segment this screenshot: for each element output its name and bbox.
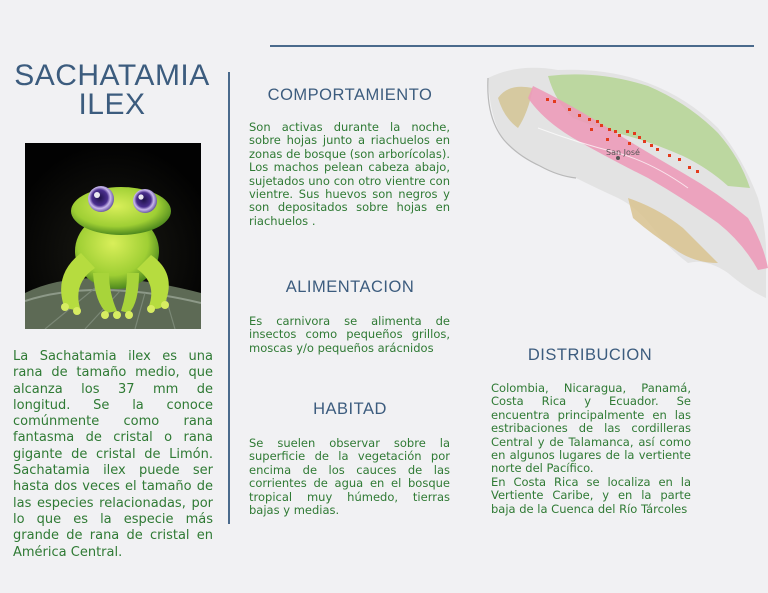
vertical-divider <box>228 72 230 524</box>
frog-photo <box>25 143 201 329</box>
comportamiento-text: Son activas durante la noche, sobre hojas junto a riachuelos en zonas de bosque (son arborícolas). Los machos pelean cabeza abajo, sujetados uno con otro vientre con vientre. Sus huevos son negros y son depositados sobre hojas en riachuelos . <box>249 120 450 228</box>
habitad-text: Se suelen observar sobre la superficie de la vegetación por encima de los cauces de las corrientes de agua en el bosque tropical muy húmedo, tierras bajas y medias. <box>249 436 450 518</box>
comportamiento-heading: COMPORTAMIENTO <box>267 86 433 104</box>
frog-illustration <box>25 143 201 329</box>
distribucion-paragraph-1: Colombia, Nicaragua, Panamá, Costa Rica y Ecuador. Se encuentra principalmente en las estribaciones de las cordilleras Central y de Talamanca, así como en algunos lugares de la vertiente norte del Pacífico. <box>491 381 691 476</box>
top-divider <box>270 45 754 47</box>
distribucion-paragraph-2: En Costa Rica se localiza en la Vertiente Caribe, y en la parte baja de la Cuenca del Río Tárcoles <box>491 474 691 516</box>
intro-paragraph: La Sachatamia ilex es una rana de tamaño medio, que alcanza los 37 mm de longitud. Se la conoce comúnmente como rana fantasma de cristal o rana gigante de cristal de Limón. Sachatamia ilex puede ser hasta dos veces el tamaño de las especies relacionadas, por lo que es la especie más grande de rana de cristal en América Central. <box>13 349 213 560</box>
distribucion-text <box>491 382 691 516</box>
costa-rica-map <box>478 58 768 318</box>
distribucion-heading: DISTRIBUCION <box>527 346 653 364</box>
title-line-2: ILEX <box>78 88 146 121</box>
habitad-heading: HABITAD <box>313 400 387 418</box>
alimentacion-text: Es carnivora se alimenta de insectos como pequeños grillos, moscas y/o pequeños arácnidos <box>249 314 450 355</box>
alimentacion-heading: ALIMENTACION <box>285 278 415 296</box>
page-title <box>0 61 224 119</box>
map-city-label: San José <box>606 148 640 157</box>
title-line-1: SACHATAMIA <box>14 59 210 92</box>
distribution-map <box>478 58 768 318</box>
